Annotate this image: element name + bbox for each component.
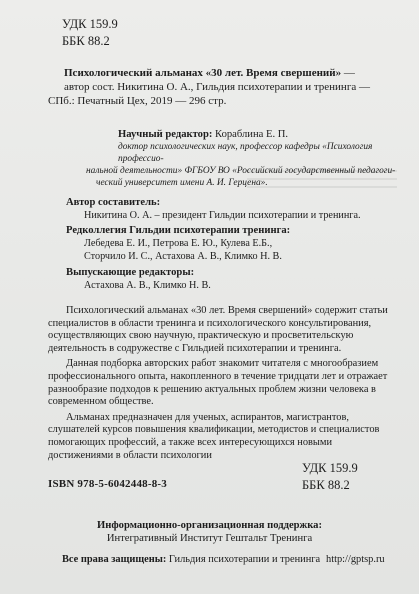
classification-codes-bottom <box>302 460 358 494</box>
scientific-editor-block <box>86 128 408 189</box>
website-url: http://gptsp.ru <box>326 554 385 565</box>
annotation-paragraph: Психологический альманах «30 лет. Время свершений» содержит статьи специалистов в области тренинга и психологического консультирования, осуществляющих свою научную, практическую и просветительскую деятельность в содружестве с Гильдией психотерапии и тренинга. <box>48 305 388 354</box>
bbk-code: ББК 88.2 <box>302 478 350 492</box>
annotation-paragraph: Данная подборка авторских работ знакомит читателя с многообразием профессионального опыта, накопленного в течение тридцати лет и отражает разнообразие подходов к решению актуальных проблем жизни человека в современном обществе. <box>48 358 388 408</box>
compiler-block <box>66 196 396 222</box>
release-editors-block <box>66 266 396 292</box>
editor-desc-line: нальной деятельности» ФГБОУ ВО «Российский государственный педагоги- <box>86 166 396 176</box>
biblio-title-line <box>48 66 396 80</box>
scientific-editor-line <box>118 128 408 141</box>
bibliographic-record <box>48 66 396 108</box>
isbn-number: ISBN 978-5-6042448-8-3 <box>48 478 167 490</box>
editorial-board-block <box>66 224 396 263</box>
book-title: Психологический альманах «30 лет. Время свершений» <box>64 67 342 79</box>
support-block <box>0 519 419 545</box>
editorial-board-members: Сторчило И. С., Астахова А. В., Климко Н. В. <box>84 251 282 262</box>
udk-code: УДК 159.9 <box>62 17 118 31</box>
rights-owner: Гильдия психотерапии и тренинга <box>166 554 321 565</box>
editorial-board-members: Лебедева Е. И., Петрова Е. Ю., Кулева Е.Б., <box>84 238 273 249</box>
bbk-code: ББК 88.2 <box>62 34 110 48</box>
compiler-label: Автор составитель: <box>66 197 161 208</box>
udk-code: УДК 159.9 <box>302 461 358 475</box>
rights-label: Все права защищены: <box>62 554 167 565</box>
release-editors-label: Выпускающие редакторы: <box>66 267 195 278</box>
title-dash: — <box>341 67 355 79</box>
rights-line <box>62 554 320 565</box>
release-editors-names: Астахова А. В., Климко Н. В. <box>84 280 211 291</box>
editor-desc-line: доктор психологических наук, профессор кафедры «Психология профессио- <box>118 142 373 164</box>
compiler-person: Никитина О. А. – президент Гильдии психотерапии и тренинга. <box>84 210 361 221</box>
annotation <box>48 305 398 462</box>
support-organization: Интегративный Институт Гештальт Тренинга <box>106 533 313 544</box>
editorial-board-label: Редколлегия Гильдии психотерапии тренинга: <box>66 225 291 236</box>
scientific-editor-label: Научный редактор: <box>118 129 213 140</box>
scientific-editor-name: Кораблина Е. П. <box>212 129 289 140</box>
classification-codes-top <box>62 16 118 50</box>
biblio-publisher-line: СПб.: Печатный Цех, 2019 — 296 стр. <box>48 95 227 107</box>
annotation-paragraph: Альманах предназначен для ученых, аспирантов, магистрантов, слушателей курсов повышения квалификации, методистов и специалистов помогающих профессий, а также всех интересующихся новыми достижениями в области психологии <box>48 411 380 461</box>
support-label: Информационно-организационная поддержка: <box>97 520 322 531</box>
scientific-editor-description <box>86 141 408 189</box>
biblio-author-line: автор сост. Никитина О. А., Гильдия психотерапии и тренинга — <box>64 81 370 93</box>
editor-desc-line: ческий университет имени А. И. Герцена». <box>96 178 268 188</box>
